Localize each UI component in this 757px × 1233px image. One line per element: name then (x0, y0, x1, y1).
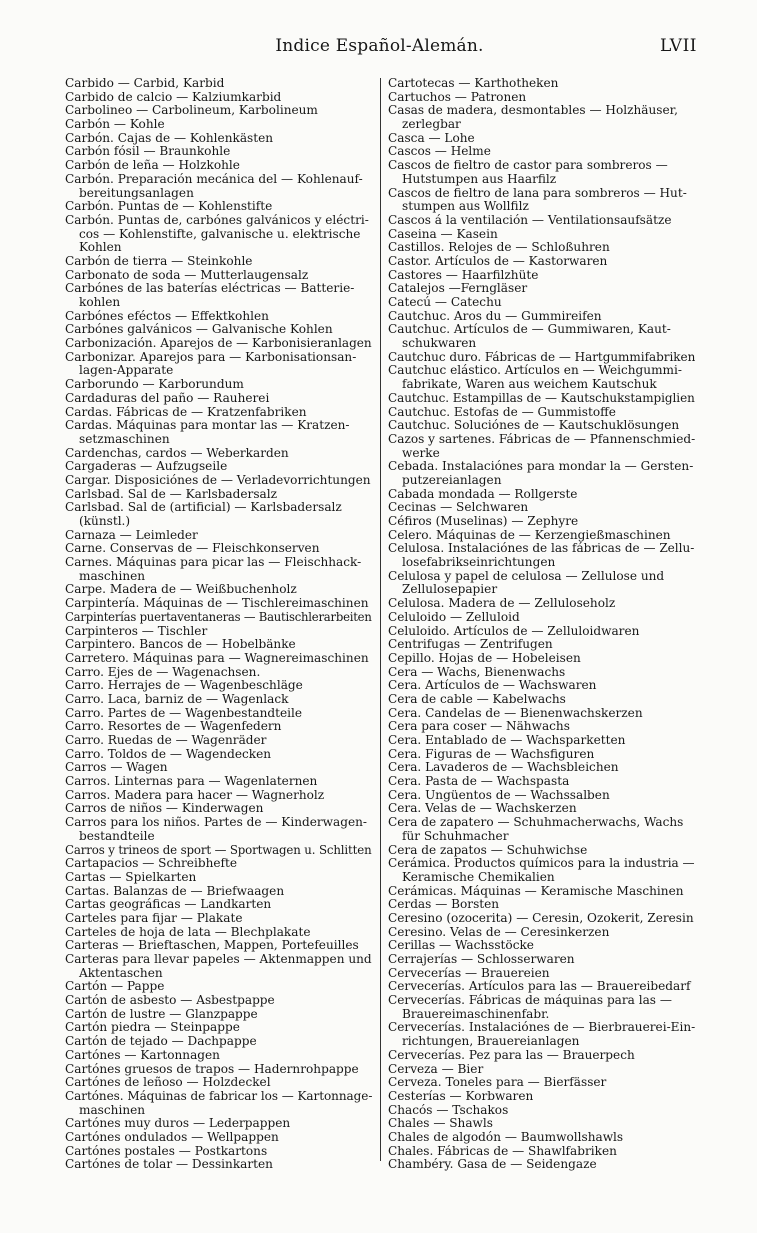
index-entry: Cerámicas. Máquinas — Keramische Maschinen (388, 884, 684, 898)
index-entry: Cartónes. Máquinas de fabricar los — Kartonnage- (65, 1089, 372, 1103)
index-columns (65, 77, 697, 1172)
index-entry: Cera. Candelas de — Bienenwachskerzen (388, 706, 643, 720)
index-entry: Carbón. Preparación mecánica del — Kohlenauf- (65, 172, 363, 186)
index-entry: Cartas. Balanzas de — Briefwaagen (65, 884, 285, 898)
index-entry: Cervecerías. Pez para las — Brauerpech (388, 1048, 635, 1062)
index-entry: Cartónes postales — Postkartons (65, 1144, 268, 1158)
index-entry: Catecú — Catechu (388, 296, 502, 309)
index-entry: Cerámica. Productos químicos para la industria — (388, 857, 695, 871)
index-entry: Casas de madera, desmontables — Holzhäuser, (388, 104, 678, 118)
index-entry-continuation: Brauereimaschinenfabr. (402, 1007, 550, 1021)
column-divider (380, 78, 381, 1161)
index-entry-continuation: zerlegbar (402, 118, 461, 132)
index-entry: Cabada mondada — Rollgerste (388, 487, 578, 501)
index-entry: Chales — Shawls (388, 1117, 493, 1131)
index-entry: Cartapacios — Schreibhefte (65, 857, 238, 871)
index-entry: Celulosa y papel de celulosa — Zellulose und (388, 569, 665, 583)
index-entry: Carteras para llevar papeles — Aktenmappen und (65, 953, 372, 966)
index-entry: Cera. Ungüentos de — Wachssalben (388, 788, 610, 802)
index-entry: Cartón piedra — Steinpappe (65, 1021, 240, 1035)
index-entry: Cartónes — Kartonnagen (65, 1048, 220, 1062)
index-entry: Chacós — Tschakos (388, 1103, 509, 1117)
index-entry: Carbón. Puntas de, carbónes galvánicos y eléctri- (65, 213, 369, 227)
index-entry-continuation: Aktentaschen (79, 966, 163, 980)
index-entry: Cartónes ondulados — Wellpappen (65, 1130, 279, 1144)
index-entry: Carpinteros — Tischler (65, 624, 208, 638)
index-entry: Cerrajerías — Schlosserwaren (388, 953, 575, 966)
index-entry: Cartónes gruesos de trapos — Hadernrohpappe (65, 1062, 359, 1076)
index-entry: Cazos y sartenes. Fábricas de — Pfannenschmied- (388, 432, 695, 446)
index-entry: Carbón fósil — Braunkohle (65, 145, 231, 159)
index-entry: Cartónes muy duros — Lederpappen (65, 1117, 291, 1131)
index-entry-continuation: putzereianlagen (402, 473, 502, 487)
index-entry: Carro. Partes de — Wagenbestandteile (65, 706, 303, 720)
index-entry: Carbón de tierra — Steinkohle (65, 254, 253, 268)
index-entry: Cautchuc duro. Fábricas de — Hartgummifabriken (388, 350, 695, 364)
index-entry: Carro. Laca, barniz de — Wagenlack (65, 692, 289, 706)
index-entry: Celuloido — Zelluloid (388, 610, 520, 624)
page-header (62, 36, 697, 62)
index-entry: Cartón de lustre — Glanzpappe (65, 1007, 258, 1021)
index-entry: Cecinas — Selchwaren (388, 501, 529, 515)
index-entry: Caseina — Kasein (388, 227, 498, 241)
index-entry: Cascos á la ventilación — Ventilationsaufsätze (388, 213, 672, 227)
index-entry: Carbido de calcio — Kalziumkarbid (65, 90, 282, 104)
index-entry-continuation: schukwaren (402, 337, 477, 351)
index-entry: Cartas geográficas — Landkarten (65, 898, 272, 912)
index-entry: Carros — Wagen (65, 761, 168, 775)
index-entry: Castillos. Relojes de — Schloßuhren (388, 241, 610, 255)
index-entry: Castor. Artículos de — Kastorwaren (388, 254, 608, 268)
index-entry-continuation: (künstl.) (79, 515, 131, 528)
index-entry: Carpintero. Bancos de — Hobelbänke (65, 638, 296, 652)
index-entry: Cera. Velas de — Wachskerzen (388, 802, 577, 816)
index-entry: Carbón de leña — Holzkohle (65, 159, 240, 173)
index-entry: Cera. Entablado de — Wachsparketten (388, 734, 626, 747)
index-entry: Carpe. Madera de — Weißbuchenholz (65, 583, 297, 597)
index-entry: Cesterías — Korbwaren (388, 1089, 534, 1103)
index-entry: Cascos de fieltro de lana para sombreros — Hut- (388, 186, 687, 200)
index-entry: Cardenchas, cardos — Weberkarden (65, 446, 289, 460)
index-entry: Carro. Toldos de — Wagendecken (65, 747, 272, 761)
index-entry-continuation: bereitungsanlagen (79, 186, 194, 200)
index-entry: Cebada. Instalaciónes para mondar la — Gersten- (388, 460, 694, 474)
index-entry: Cepillo. Hojas de — Hobeleisen (388, 651, 581, 665)
index-entry: Celulosa. Instalaciónes de las fábricas de — Zellu- (388, 542, 695, 556)
index-entry: Cera. Pasta de — Wachspasta (388, 775, 570, 789)
index-entry: Cautchuc. Aros du — Gummireifen (388, 309, 602, 323)
index-entry: Carnes. Máquinas para picar las — Fleischhack- (65, 556, 362, 570)
index-entry: Carbón — Kohle (65, 118, 165, 132)
index-entry: Cartuchos — Patronen (388, 90, 527, 104)
index-entry: Cardas. Fábricas de — Kratzenfabriken (65, 405, 307, 419)
index-entry-continuation: setzmaschinen (79, 432, 170, 446)
index-entry: Carbonización. Aparejos de — Karbonisieranlagen (65, 337, 372, 351)
index-entry: Chambéry. Gasa de — Seidengaze (388, 1158, 597, 1172)
index-entry: Cautchuc. Estampillas de — Kautschukstampiglien (388, 391, 695, 405)
index-entry-continuation: losefabrikseinrichtungen (402, 556, 556, 570)
index-entry: Cascos de fieltro de castor para sombreros — (388, 159, 668, 173)
index-entry: Ceresino (ozocerita) — Ceresin, Ozokerit, Zeresin (388, 911, 694, 925)
index-entry-continuation: für Schuhmacher (402, 829, 509, 843)
right-column (388, 77, 695, 1172)
index-entry: Cera de zapatero — Schuhmacherwachs, Wachs (388, 816, 684, 830)
index-entry-continuation: maschinen (79, 569, 146, 583)
index-entry: Carborundo — Karborundum (65, 378, 244, 392)
index-entry-continuation: Zellulosepapier (402, 583, 498, 597)
index-entry: Carretero. Máquinas para — Wagnereimaschinen (65, 651, 369, 665)
index-entry-continuation: werke (402, 446, 440, 460)
index-entry: Carros y trineos de sport — Sportwagen u. Schlitten (65, 843, 372, 857)
index-entry: Cervecerías. Fábricas de máquinas para las — (388, 994, 672, 1008)
index-entry: Carbónes de las baterías eléctricas — Batterie- (65, 282, 355, 296)
index-entry-continuation: kohlen (79, 296, 121, 309)
index-entry: Carbónes galvánicos — Galvanische Kohlen (65, 323, 333, 337)
index-entry: Carlsbad. Sal de (artificial) — Karlsbadersalz (65, 501, 342, 515)
index-entry: Carteras — Brieftaschen, Mappen, Portefeuilles (65, 939, 359, 953)
index-entry: Carros para los niños. Partes de — Kinderwagen- (65, 816, 368, 830)
index-entry: Cartónes de tolar — Dessinkarten (65, 1158, 273, 1172)
index-entry: Carros. Linternas para — Wagenlaternen (65, 775, 318, 789)
index-entry: Celulosa. Madera de — Zelluloseholz (388, 597, 616, 611)
index-entry-continuation: Hutstumpen aus Haarfilz (402, 172, 557, 186)
index-entry: Cargaderas — Aufzugseile (65, 460, 228, 474)
index-entry: Carpintería. Máquinas de — Tischlereimaschinen (65, 597, 369, 611)
index-entry: Carbolineo — Carbolineum, Karbolineum (65, 104, 318, 118)
index-entry: Céfiros (Muselinas) — Zephyre (388, 515, 579, 528)
index-entry: Cerillas — Wachsstöcke (388, 939, 534, 953)
index-entry: Cardaduras del paño — Rauherei (65, 391, 270, 405)
index-entry: Cartón de asbesto — Asbestpappe (65, 994, 275, 1008)
page-title: Indice Español-Alemán. (275, 36, 484, 56)
index-entry-continuation: cos — Kohlenstifte, galvanische u. elektrische (79, 227, 361, 241)
index-entry: Castores — Haarfilzhüte (388, 268, 539, 282)
index-entry: Carbido — Carbid, Karbid (65, 77, 225, 90)
index-entry: Cervecerías. Artículos para las — Brauereibedarf (388, 980, 691, 994)
index-entry: Chales de algodón — Baumwollshawls (388, 1130, 624, 1144)
index-entry: Carne. Conservas de — Fleischkonserven (65, 542, 320, 556)
index-entry: Casca — Lohe (388, 131, 475, 145)
index-entry: Carnaza — Leimleder (65, 528, 198, 542)
index-entry: Cartón — Pappe (65, 980, 165, 994)
index-entry: Carteles para fijar — Plakate (65, 911, 243, 925)
index-entry-continuation: Kohlen (79, 241, 122, 255)
index-entry: Carro. Herrajes de — Wagenbeschläge (65, 679, 303, 693)
index-entry: Cautchuc. Soluciónes de — Kautschuklösungen (388, 419, 680, 433)
index-entry-continuation: bestandteile (79, 829, 155, 843)
index-entry: Celero. Máquinas de — Kerzengießmaschinen (388, 528, 671, 542)
index-entry: Catalejos —Ferngläser (388, 282, 528, 296)
index-entry: Chales. Fábricas de — Shawlfabriken (388, 1144, 617, 1158)
index-entry: Ceresino. Velas de — Ceresinkerzen (388, 925, 610, 939)
index-entry: Cervecerías — Brauereien (388, 966, 550, 980)
index-entry: Carbonizar. Aparejos para — Karbonisationsan- (65, 350, 357, 364)
index-entry: Cautchuc. Artículos de — Gummiwaren, Kaut- (388, 323, 671, 337)
index-entry: Celuloido. Artículos de — Zelluloidwaren (388, 624, 640, 638)
index-entry: Cartotecas — Karthotheken (388, 77, 559, 90)
index-entry: Cera. Artículos de — Wachswaren (388, 679, 597, 693)
index-entry: Cargar. Disposiciónes de — Verladevorrichtungen (65, 473, 371, 487)
page-number: LVII (660, 36, 697, 56)
index-entry-continuation: richtungen, Brauereianlagen (402, 1035, 580, 1049)
index-entry: Cervecerías. Instalaciónes de — Bierbrauerei-Ein- (388, 1021, 695, 1035)
index-entry: Cerveza. Toneles para — Bierfässer (388, 1076, 607, 1090)
index-entry: Cartas — Spielkarten (65, 870, 197, 884)
index-entry: Carros. Madera para hacer — Wagnerholz (65, 788, 325, 802)
index-entry: Carlsbad. Sal de — Karlsbadersalz (65, 487, 277, 501)
index-entry-continuation: stumpen aus Wollfilz (402, 200, 529, 214)
index-entry: Cera — Wachs, Bienenwachs (388, 665, 566, 679)
index-entry: Carro. Ruedas de — Wagenräder (65, 734, 267, 747)
index-entry: Cerveza — Bier (388, 1062, 484, 1076)
index-entry: Carros de niños — Kinderwagen (65, 802, 264, 816)
index-entry: Carteles de hoja de lata — Blechplakate (65, 925, 311, 939)
index-entry: Cera para coser — Nähwachs (388, 720, 570, 734)
index-entry: Carpinterías puertaventaneras — Bautischlerarbeiten (65, 610, 372, 624)
index-entry: Cardas. Máquinas para montar las — Kratzen- (65, 419, 350, 433)
index-entry: Carro. Resortes de — Wagenfedern (65, 720, 282, 734)
index-entry: Cera. Figuras de — Wachsfiguren (388, 747, 595, 761)
index-entry-continuation: Keramische Chemikalien (402, 870, 555, 884)
index-entry: Carbonato de soda — Mutterlaugensalz (65, 268, 309, 282)
index-entry: Cera. Lavaderos de — Wachsbleichen (388, 761, 619, 775)
index-entry: Cartónes de leñoso — Holzdeckel (65, 1076, 271, 1090)
index-entry: Cerdas — Borsten (388, 898, 500, 912)
index-entry: Cautchuc. Estofas de — Gummistoffe (388, 405, 616, 419)
index-entry: Carbónes eféctos — Effektkohlen (65, 309, 269, 323)
index-entry: Cascos — Helme (388, 145, 491, 159)
index-entry: Carro. Ejes de — Wagenachsen. (65, 665, 261, 679)
index-entry: Cera de zapatos — Schuhwichse (388, 843, 588, 857)
index-entry-continuation: fabrikate, Waren aus weichem Kautschuk (402, 378, 657, 392)
index-entry-continuation: lagen-Apparate (79, 364, 174, 378)
index-entry-continuation: maschinen (79, 1103, 146, 1117)
index-entry: Cautchuc elástico. Artículos en — Weichgummi- (388, 364, 682, 378)
index-entry: Centrifugas — Zentrifugen (388, 638, 553, 652)
left-column (65, 77, 372, 1172)
index-entry: Cera de cable — Kabelwachs (388, 692, 566, 706)
index-entry: Carbón. Cajas de — Kohlenkästen (65, 131, 274, 145)
index-entry: Cartón de tejado — Dachpappe (65, 1035, 257, 1049)
index-entry: Carbón. Puntas de — Kohlenstifte (65, 200, 273, 214)
